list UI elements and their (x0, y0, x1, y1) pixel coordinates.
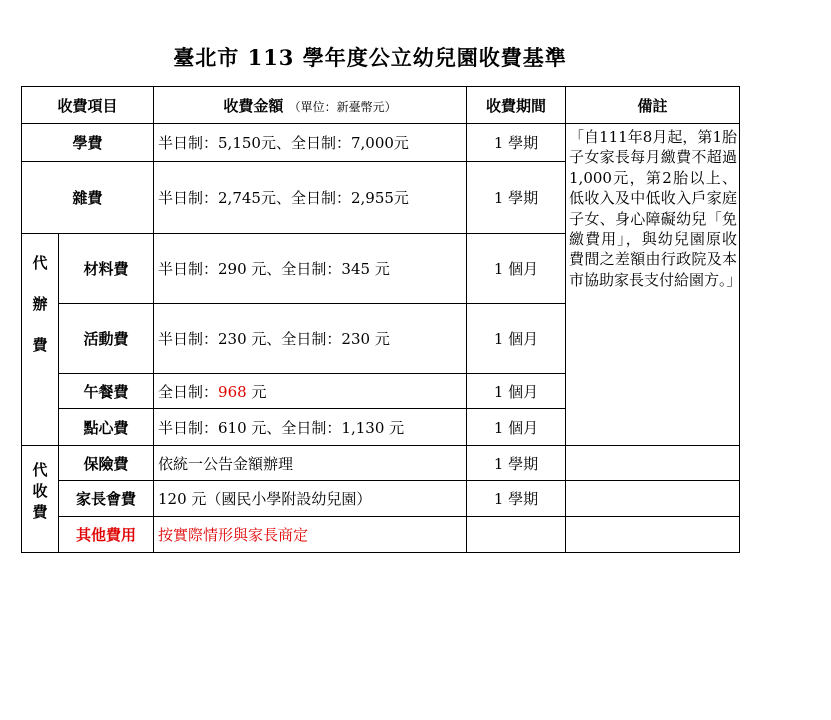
table-row (22, 517, 740, 553)
amount-other: 按實際情形與家長商定 (154, 517, 467, 553)
agency-char: 辦 (32, 295, 48, 313)
header-note: 備註 (566, 87, 740, 124)
item-activity: 活動費 (59, 304, 154, 374)
header-period: 收費期間 (467, 87, 566, 124)
fee-table (21, 86, 740, 553)
header-item: 收費項目 (22, 87, 154, 124)
item-materials: 材料費 (59, 234, 154, 304)
item-misc: 雜費 (22, 162, 154, 234)
amount-lunch-suffix: 元 (246, 382, 267, 401)
header-amount-unit: （單位：新臺幣元） (288, 99, 397, 114)
table-row (22, 124, 740, 162)
item-tuition: 學費 (22, 124, 154, 162)
period-snack: 1 個月 (467, 409, 566, 446)
amount-misc: 半日制：2,745元、全日制：2,955元 (154, 162, 467, 234)
collect-char: 費 (32, 502, 48, 521)
collect-fee-group-label (22, 446, 59, 553)
header-amount (154, 87, 467, 124)
table-row (22, 481, 740, 517)
period-activity: 1 個月 (467, 304, 566, 374)
agency-char: 費 (32, 336, 48, 354)
amount-parents: 120 元（國民小學附設幼兒園） (154, 481, 467, 517)
item-other: 其他費用 (59, 517, 154, 553)
period-parents: 1 學期 (467, 481, 566, 517)
amount-materials: 半日制：290 元、全日制：345 元 (154, 234, 467, 304)
amount-insurance: 依統一公告金額辦理 (154, 446, 467, 481)
note-empty (566, 446, 740, 481)
period-lunch: 1 個月 (467, 374, 566, 409)
period-other (467, 517, 566, 553)
period-materials: 1 個月 (467, 234, 566, 304)
amount-lunch-value: 968 (218, 382, 247, 401)
table-row (22, 446, 740, 481)
agency-fee-group-label (22, 234, 59, 446)
header-row (22, 87, 740, 124)
note-empty (566, 481, 740, 517)
period-misc: 1 學期 (467, 162, 566, 234)
page-title: 臺北市 113 學年度公立幼兒園收費基準 (173, 45, 567, 70)
item-parents: 家長會費 (59, 481, 154, 517)
header-amount-label: 收費金額 (223, 96, 284, 115)
note-empty (566, 517, 740, 553)
amount-tuition: 半日制：5,150元、全日制：7,000元 (154, 124, 467, 162)
item-insurance: 保險費 (59, 446, 154, 481)
amount-activity: 半日制：230 元、全日制：230 元 (154, 304, 467, 374)
item-snack: 點心費 (59, 409, 154, 446)
period-tuition: 1 學期 (467, 124, 566, 162)
note-cell: 「自111年8月起，第1胎子女家長每月繳費不超過1,000元，第2胎以上、低收入及中低收入戶家庭子女、身心障礙幼兒「免繳費用」，與幼兒園原收費間之差額由行政院及本市協助家長支付給園方。」 (566, 124, 740, 446)
amount-lunch-prefix: 全日制： (158, 382, 219, 401)
period-insurance: 1 學期 (467, 446, 566, 481)
collect-char: 收 (32, 481, 48, 500)
amount-snack: 半日制：610 元、全日制：1,130 元 (154, 409, 467, 446)
item-lunch: 午餐費 (59, 374, 154, 409)
agency-char: 代 (32, 254, 48, 272)
amount-lunch (154, 374, 467, 409)
collect-char: 代 (32, 460, 48, 479)
